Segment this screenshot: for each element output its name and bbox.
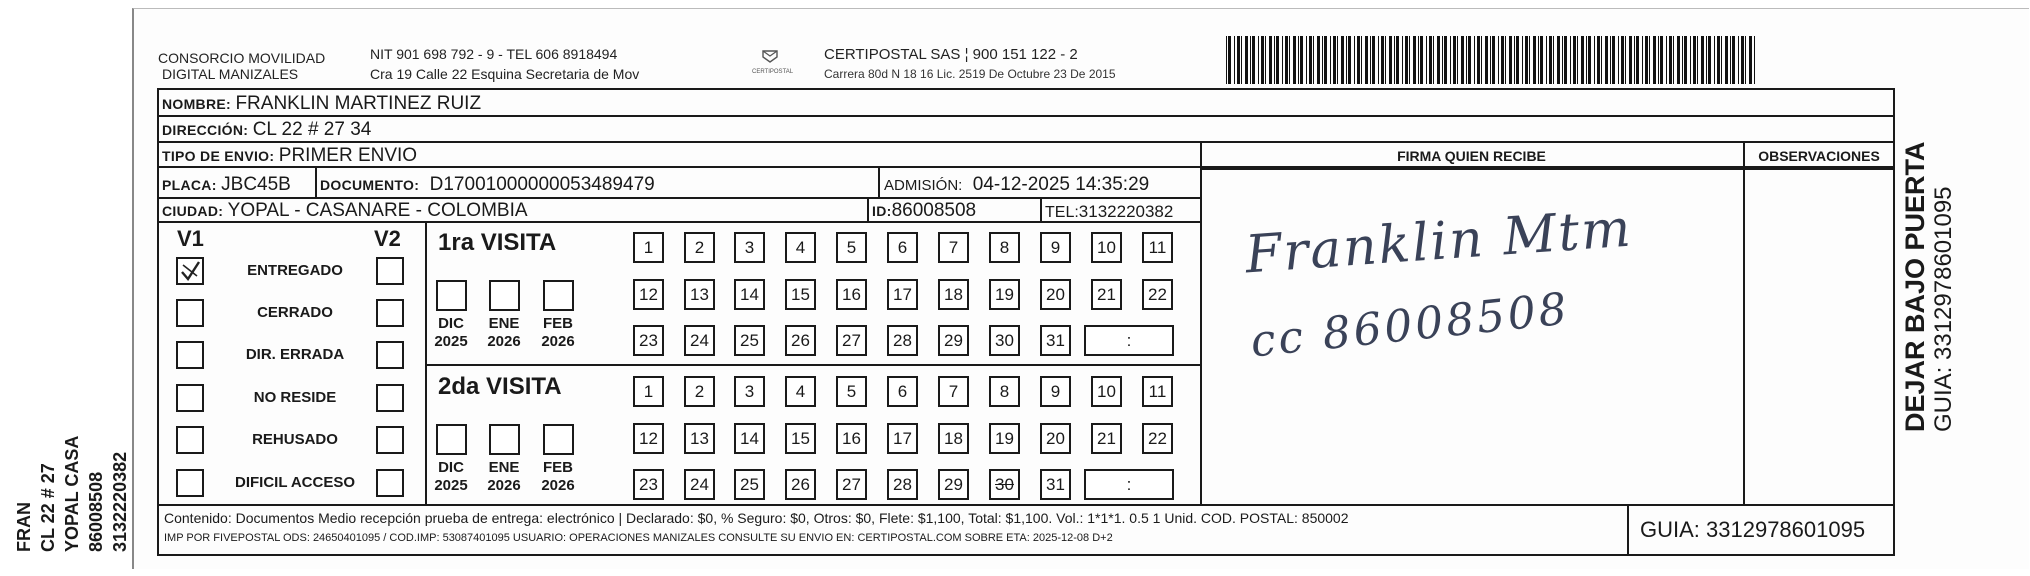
direccion-value: CL 22 # 27 34 <box>252 119 372 140</box>
barcode-bar <box>1562 36 1563 84</box>
status-v1-checkbox[interactable] <box>176 384 204 412</box>
company-name-line1: CONSORCIO MOVILIDAD <box>158 50 326 66</box>
barcode-bar <box>1490 36 1491 84</box>
barcode-bar <box>1313 36 1314 84</box>
documento-value: D17001000000053489479 <box>429 174 655 195</box>
documento-label: DOCUMENTO: <box>320 177 420 193</box>
visit-title: 1ra VISITA <box>438 229 557 256</box>
month-name: DIC <box>438 315 464 332</box>
tel-row <box>1045 202 1173 222</box>
status-v1-checkbox[interactable] <box>176 341 204 369</box>
day-checkbox[interactable]: 28 <box>887 469 918 500</box>
day-checkbox[interactable]: 1 <box>633 232 664 263</box>
barcode-bar <box>1629 36 1632 84</box>
barcode-bar <box>1250 36 1251 84</box>
barcode-bar <box>1457 36 1458 84</box>
barcode-bar <box>1309 36 1312 84</box>
barcode-bar <box>1717 36 1720 84</box>
month-label <box>536 459 580 495</box>
barcode-bar <box>1636 36 1639 84</box>
day-checkbox[interactable]: 18 <box>938 279 969 310</box>
day-checkbox[interactable]: 17 <box>887 423 918 454</box>
barcode-bar <box>1649 36 1650 84</box>
barcode-bar <box>1274 36 1275 84</box>
barcode-bar <box>1553 36 1554 84</box>
month-checkbox[interactable] <box>436 424 467 455</box>
barcode-bar <box>1721 36 1722 84</box>
day-checkbox[interactable]: 22 <box>1142 279 1173 310</box>
barcode-bar <box>1660 36 1663 84</box>
day-checkbox[interactable]: 20 <box>1040 423 1071 454</box>
barcode-bar <box>1557 36 1560 84</box>
month-year: 2026 <box>541 333 575 350</box>
day-checkbox[interactable]: 4 <box>785 376 816 407</box>
certipostal-logo <box>752 48 794 75</box>
barcode-bar <box>1468 36 1471 84</box>
barcode-bar <box>1237 36 1240 84</box>
day-checkbox[interactable]: 25 <box>734 325 765 356</box>
barcode-bar <box>1745 36 1746 84</box>
barcode-bar <box>1357 36 1360 84</box>
direccion-label: DIRECCIÓN: <box>162 122 249 138</box>
barcode-bar <box>1669 36 1672 84</box>
barcode-bar <box>1610 36 1611 84</box>
barcode-bar <box>1337 36 1338 84</box>
barcode-bar <box>1653 36 1656 84</box>
v2-label: V2 <box>374 226 401 251</box>
placa-value: JBC45B <box>221 174 291 195</box>
nit-line: NIT 901 698 792 - 9 - TEL 606 8918494 <box>370 46 618 62</box>
nombre-value: FRANKLIN MARTINEZ RUIZ <box>235 93 482 114</box>
barcode-bar <box>1581 36 1584 84</box>
barcode <box>1226 36 1762 84</box>
barcode-bar <box>1317 36 1320 84</box>
day-checkbox[interactable]: 14 <box>734 423 765 454</box>
barcode-bar <box>1501 36 1504 84</box>
barcode-bar <box>1673 36 1674 84</box>
envelope-logo-icon <box>760 48 780 64</box>
day-checkbox[interactable]: 31 <box>1040 325 1071 356</box>
month-checkbox[interactable] <box>436 280 467 311</box>
time-input[interactable]: : <box>1084 325 1174 356</box>
barcode-bar <box>1540 36 1543 84</box>
day-checkbox[interactable]: 12 <box>633 423 664 454</box>
month-name: DIC <box>438 459 464 476</box>
barcode-bar <box>1570 36 1571 84</box>
day-checkbox[interactable]: 26 <box>785 325 816 356</box>
barcode-bar <box>1706 36 1707 84</box>
barcode-bar <box>1450 36 1451 84</box>
month-label <box>429 459 473 495</box>
day-checkbox[interactable]: 24 <box>684 325 715 356</box>
barcode-bar <box>1677 36 1680 84</box>
barcode-bar <box>1597 36 1600 84</box>
barcode-bar <box>1444 36 1447 84</box>
day-checkbox[interactable]: 4 <box>785 232 816 263</box>
id-row <box>872 200 976 222</box>
month-checkbox[interactable] <box>543 280 574 311</box>
day-checkbox[interactable]: 15 <box>785 423 816 454</box>
side-guia: GUIA: 3312978601095 <box>1930 186 1957 432</box>
status-label: REHUSADO <box>252 431 338 448</box>
barcode-bar <box>1693 36 1696 84</box>
barcode-bar <box>1285 36 1288 84</box>
barcode-bar <box>1642 36 1643 84</box>
documento-row <box>320 174 655 196</box>
barcode-bar <box>1573 36 1576 84</box>
stub-line-phone: 3132220382 <box>110 451 130 552</box>
barcode-bar <box>1381 36 1384 84</box>
observaciones-header: OBSERVACIONES <box>1758 148 1880 164</box>
barcode-bar <box>1621 36 1624 84</box>
day-checkbox[interactable]: 2 <box>684 376 715 407</box>
barcode-bar <box>1474 36 1475 84</box>
barcode-bar <box>1514 36 1515 84</box>
barcode-bar <box>1612 36 1615 84</box>
barcode-bar <box>1293 36 1296 84</box>
month-year: 2026 <box>487 477 521 494</box>
month-label <box>482 459 526 495</box>
barcode-bar <box>1261 36 1264 84</box>
barcode-bar <box>1684 36 1687 84</box>
footer-guia: GUIA: 3312978601095 <box>1640 517 1866 542</box>
day-checkbox[interactable]: 30 <box>989 325 1020 356</box>
day-checkbox[interactable]: 19 <box>989 279 1020 310</box>
day-checkbox[interactable]: 21 <box>1091 423 1122 454</box>
company-name-line2: DIGITAL MANIZALES <box>162 66 299 82</box>
barcode-bar <box>1477 36 1480 84</box>
day-checkbox[interactable]: 18 <box>938 423 969 454</box>
ciudad-row <box>162 200 528 222</box>
barcode-bar <box>1701 36 1704 84</box>
barcode-bar <box>1402 36 1403 84</box>
barcode-bar <box>1625 36 1626 84</box>
month-checkbox[interactable] <box>489 280 520 311</box>
status-label: CERRADO <box>257 304 333 321</box>
month-name: FEB <box>543 459 573 476</box>
barcode-bar <box>1481 36 1482 84</box>
barcode-bar <box>1234 36 1235 84</box>
barcode-bar <box>1346 36 1347 84</box>
barcode-bar <box>1658 36 1659 84</box>
stub-line-city: YOPAL CASA <box>62 435 82 552</box>
tel-value: 3132220382 <box>1078 202 1174 221</box>
barcode-bar <box>1322 36 1323 84</box>
barcode-bar <box>1372 36 1375 84</box>
ciudad-label: CIUDAD: <box>162 203 224 219</box>
barcode-bar <box>1754 36 1755 84</box>
placa-label: PLACA: <box>162 177 217 193</box>
day-checkbox[interactable]: 12 <box>633 279 664 310</box>
day-checkbox[interactable]: 23 <box>633 325 664 356</box>
day-checkbox[interactable]: 9 <box>1040 376 1071 407</box>
barcode-bar <box>1418 36 1419 84</box>
barcode-bar <box>1529 36 1530 84</box>
barcode-bar <box>1522 36 1523 84</box>
tipo-envio-row <box>162 145 417 167</box>
barcode-bar <box>1690 36 1691 84</box>
barcode-bar <box>1749 36 1752 84</box>
barcode-bar <box>1588 36 1591 84</box>
barcode-bar <box>1433 36 1434 84</box>
barcode-bar <box>1586 36 1587 84</box>
barcode-bar <box>1538 36 1539 84</box>
barcode-bar <box>1549 36 1552 84</box>
day-checkbox[interactable]: 28 <box>887 325 918 356</box>
status-v1-checkbox[interactable] <box>176 426 204 454</box>
month-label <box>536 315 580 351</box>
ciudad-value: YOPAL - CASANARE - COLOMBIA <box>227 200 528 221</box>
day-checkbox[interactable]: 11 <box>1142 232 1173 263</box>
barcode-bar <box>1577 36 1578 84</box>
barcode-bar <box>1354 36 1355 84</box>
day-checkbox[interactable]: 25 <box>734 469 765 500</box>
nombre-label: NOMBRE: <box>162 96 231 112</box>
day-checkbox[interactable]: 5 <box>836 232 867 263</box>
check-mark-icon <box>178 259 202 283</box>
barcode-bar <box>1505 36 1506 84</box>
barcode-bar <box>1426 36 1427 84</box>
day-checkbox[interactable]: 9 <box>1040 232 1071 263</box>
day-checkbox[interactable]: 29 <box>938 469 969 500</box>
stub-line-id: 86008508 <box>86 471 106 552</box>
id-label: ID: <box>872 203 892 219</box>
barcode-bar <box>1258 36 1259 84</box>
day-checkbox[interactable]: 22 <box>1142 423 1173 454</box>
barcode-bar <box>1594 36 1595 84</box>
day-checkbox[interactable]: 3 <box>734 232 765 263</box>
status-label: ENTREGADO <box>247 262 343 279</box>
barcode-bar <box>1265 36 1266 84</box>
barcode-bar <box>1330 36 1331 84</box>
barcode-bar <box>1466 36 1467 84</box>
day-checkbox[interactable]: 19 <box>989 423 1020 454</box>
admision-label: ADMISIÓN: <box>884 177 963 194</box>
status-v1-checkbox[interactable] <box>176 469 204 497</box>
imp-line: IMP POR FIVEPOSTAL ODS: 24650401095 / COD.IMP: 53087401095 USUARIO: OPERACIONES MANIZALES CONSULTE SU ENVIO EN: CERTIPOSTAL.COM SOBRE ETA: 2025-12-08 D+2 <box>164 532 1113 544</box>
status-label: DIFICIL ACCESO <box>234 474 355 491</box>
day-checkbox[interactable]: 8 <box>989 232 1020 263</box>
barcode-bar <box>1298 36 1299 84</box>
barcode-bar <box>1245 36 1248 84</box>
day-checkbox[interactable]: 10 <box>1091 376 1122 407</box>
day-checkbox[interactable]: 16 <box>836 279 867 310</box>
status-v2-checkbox[interactable] <box>376 469 404 497</box>
barcode-bar <box>1498 36 1499 84</box>
status-label: DIR. ERRADA <box>245 346 345 363</box>
day-checkbox[interactable]: 7 <box>938 232 969 263</box>
barcode-bar <box>1492 36 1495 84</box>
day-checkbox[interactable]: 13 <box>684 279 715 310</box>
barcode-bar <box>1365 36 1368 84</box>
day-checkbox[interactable]: 29 <box>938 325 969 356</box>
day-checkbox[interactable]: 5 <box>836 376 867 407</box>
barcode-bar <box>1533 36 1536 84</box>
month-year: 2025 <box>434 477 468 494</box>
month-checkbox[interactable] <box>489 424 520 455</box>
month-year: 2025 <box>434 333 468 350</box>
logo-text: CERTIPOSTAL <box>752 69 794 75</box>
barcode-bar <box>1429 36 1432 84</box>
barcode-bar <box>1276 36 1279 84</box>
tipo-envio-value: PRIMER ENVIO <box>278 145 418 166</box>
day-checkbox[interactable]: 27 <box>836 325 867 356</box>
dejar-bajo-puerta: DEJAR BAJO PUERTA <box>1900 141 1930 432</box>
status-label: NO RESIDE <box>253 389 337 406</box>
day-checkbox[interactable]: 27 <box>836 469 867 500</box>
barcode-bar <box>1645 36 1648 84</box>
company-address: Cra 19 Calle 22 Esquina Secretaria de Mov <box>370 66 640 82</box>
barcode-bar <box>1324 36 1327 84</box>
day-checkbox[interactable]: 24 <box>684 469 715 500</box>
admision-value: 04-12-2025 14:35:29 <box>972 174 1150 195</box>
v1-label: V1 <box>177 226 204 251</box>
month-label <box>429 315 473 351</box>
barcode-bar <box>1601 36 1602 84</box>
barcode-bar <box>1306 36 1307 84</box>
day-checkbox[interactable]: 1 <box>633 376 664 407</box>
day-checkbox[interactable]: 8 <box>989 376 1020 407</box>
day-checkbox[interactable]: 21 <box>1091 279 1122 310</box>
barcode-bar <box>1708 36 1711 84</box>
barcode-bar <box>1509 36 1512 84</box>
day-checkbox[interactable]: 31 <box>1040 469 1071 500</box>
barcode-bar <box>1738 36 1739 84</box>
barcode-bar <box>1348 36 1351 84</box>
barcode-bar <box>1394 36 1395 84</box>
barcode-bar <box>1378 36 1379 84</box>
handwritten-signature: Franklin Mtm <box>1243 198 1635 286</box>
day-checkbox[interactable]: 3 <box>734 376 765 407</box>
visit-title: 2da VISITA <box>438 373 562 400</box>
month-name: ENE <box>488 459 520 476</box>
barcode-bar <box>1361 36 1362 84</box>
barcode-bar <box>1252 36 1255 84</box>
tipo-envio-label: TIPO DE ENVIO: <box>162 148 275 164</box>
status-v1-checkbox[interactable] <box>176 257 204 285</box>
nombre-row <box>162 93 481 115</box>
barcode-bar <box>1564 36 1567 84</box>
barcode-bar <box>1461 36 1464 84</box>
barcode-bar <box>1697 36 1698 84</box>
day-checkbox[interactable]: 6 <box>887 376 918 407</box>
barcode-bar <box>1269 36 1272 84</box>
day-checkbox[interactable]: 7 <box>938 376 969 407</box>
stub-line-name: FRAN <box>14 502 34 552</box>
status-v2-checkbox[interactable] <box>376 299 404 327</box>
barcode-bar <box>1618 36 1619 84</box>
status-v2-checkbox[interactable] <box>376 426 404 454</box>
day-checkbox[interactable]: 13 <box>684 423 715 454</box>
barcode-bar <box>1682 36 1683 84</box>
barcode-bar <box>1605 36 1608 84</box>
day-checkbox[interactable]: 26 <box>785 469 816 500</box>
contenido-line: Contenido: Documentos Medio recepción prueba de entrega: electrónico | Declarado: $0, % Seguro: $0, Otros: $0, Flete: $1,100, Total: $1,100. Vol.: 1*1*1. 0.5 1 Unid. COD. POSTAL: 850002 <box>164 510 1349 526</box>
direccion-row <box>162 119 371 141</box>
month-year: 2026 <box>487 333 521 350</box>
status-v2-checkbox[interactable] <box>376 257 404 285</box>
stub-line-address: CL 22 # 27 <box>38 463 58 552</box>
status-v1-checkbox[interactable] <box>176 299 204 327</box>
day-checkbox[interactable]: 14 <box>734 279 765 310</box>
barcode-bar <box>1714 36 1715 84</box>
barcode-bar <box>1442 36 1443 84</box>
barcode-bar <box>1546 36 1547 84</box>
month-label <box>482 315 526 351</box>
barcode-bar <box>1413 36 1416 84</box>
tel-label: TEL: <box>1045 204 1079 221</box>
barcode-bar <box>1385 36 1386 84</box>
day-checkbox[interactable]: 6 <box>887 232 918 263</box>
barcode-bar <box>1289 36 1290 84</box>
barcode-bar <box>1226 36 1227 84</box>
day-checkbox[interactable]: 20 <box>1040 279 1071 310</box>
barcode-bar <box>1370 36 1371 84</box>
time-input[interactable]: : <box>1084 469 1174 500</box>
placa-row <box>162 174 291 196</box>
status-v2-checkbox[interactable] <box>376 384 404 412</box>
day-checkbox[interactable]: 15 <box>785 279 816 310</box>
barcode-bar <box>1730 36 1731 84</box>
barcode-bar <box>1453 36 1456 84</box>
carrier-address: Carrera 80d N 18 16 Lic. 2519 De Octubre 23 De 2015 <box>824 67 1116 81</box>
month-name: FEB <box>543 315 573 332</box>
day-checkbox[interactable]: 17 <box>887 279 918 310</box>
barcode-bar <box>1405 36 1408 84</box>
day-checkbox[interactable]: 2 <box>684 232 715 263</box>
barcode-bar <box>1300 36 1303 84</box>
handwritten-id: cc 86008508 <box>1248 283 1573 368</box>
barcode-bar <box>1282 36 1283 84</box>
barcode-bar <box>1666 36 1667 84</box>
barcode-bar <box>1409 36 1410 84</box>
day-checkbox[interactable]: 11 <box>1142 376 1173 407</box>
day-checkbox[interactable]: 10 <box>1091 232 1122 263</box>
barcode-bar <box>1725 36 1728 84</box>
month-year: 2026 <box>541 477 575 494</box>
barcode-bar <box>1516 36 1519 84</box>
month-checkbox[interactable] <box>543 424 574 455</box>
status-v2-checkbox[interactable] <box>376 341 404 369</box>
barcode-bar <box>1241 36 1242 84</box>
barcode-bar <box>1333 36 1336 84</box>
barcode-bar <box>1732 36 1735 84</box>
barcode-bar <box>1396 36 1399 84</box>
barcode-bar <box>1437 36 1440 84</box>
month-name: ENE <box>488 315 520 332</box>
barcode-bar <box>1634 36 1635 84</box>
barcode-bar <box>1341 36 1344 84</box>
day-checkbox[interactable]: 16 <box>836 423 867 454</box>
day-checkbox[interactable]: 30 <box>989 469 1020 500</box>
carrier-line: CERTIPOSTAL SAS ¦ 900 151 122 - 2 <box>824 46 1078 63</box>
barcode-bar <box>1420 36 1423 84</box>
barcode-bar <box>1228 36 1231 84</box>
firma-header: FIRMA QUIEN RECIBE <box>1397 148 1546 164</box>
barcode-bar <box>1389 36 1392 84</box>
admision-row <box>884 174 1149 196</box>
barcode-bar <box>1485 36 1488 84</box>
barcode-bar <box>1741 36 1744 84</box>
id-value: 86008508 <box>891 200 977 221</box>
day-checkbox[interactable]: 23 <box>633 469 664 500</box>
barcode-bar <box>1525 36 1528 84</box>
